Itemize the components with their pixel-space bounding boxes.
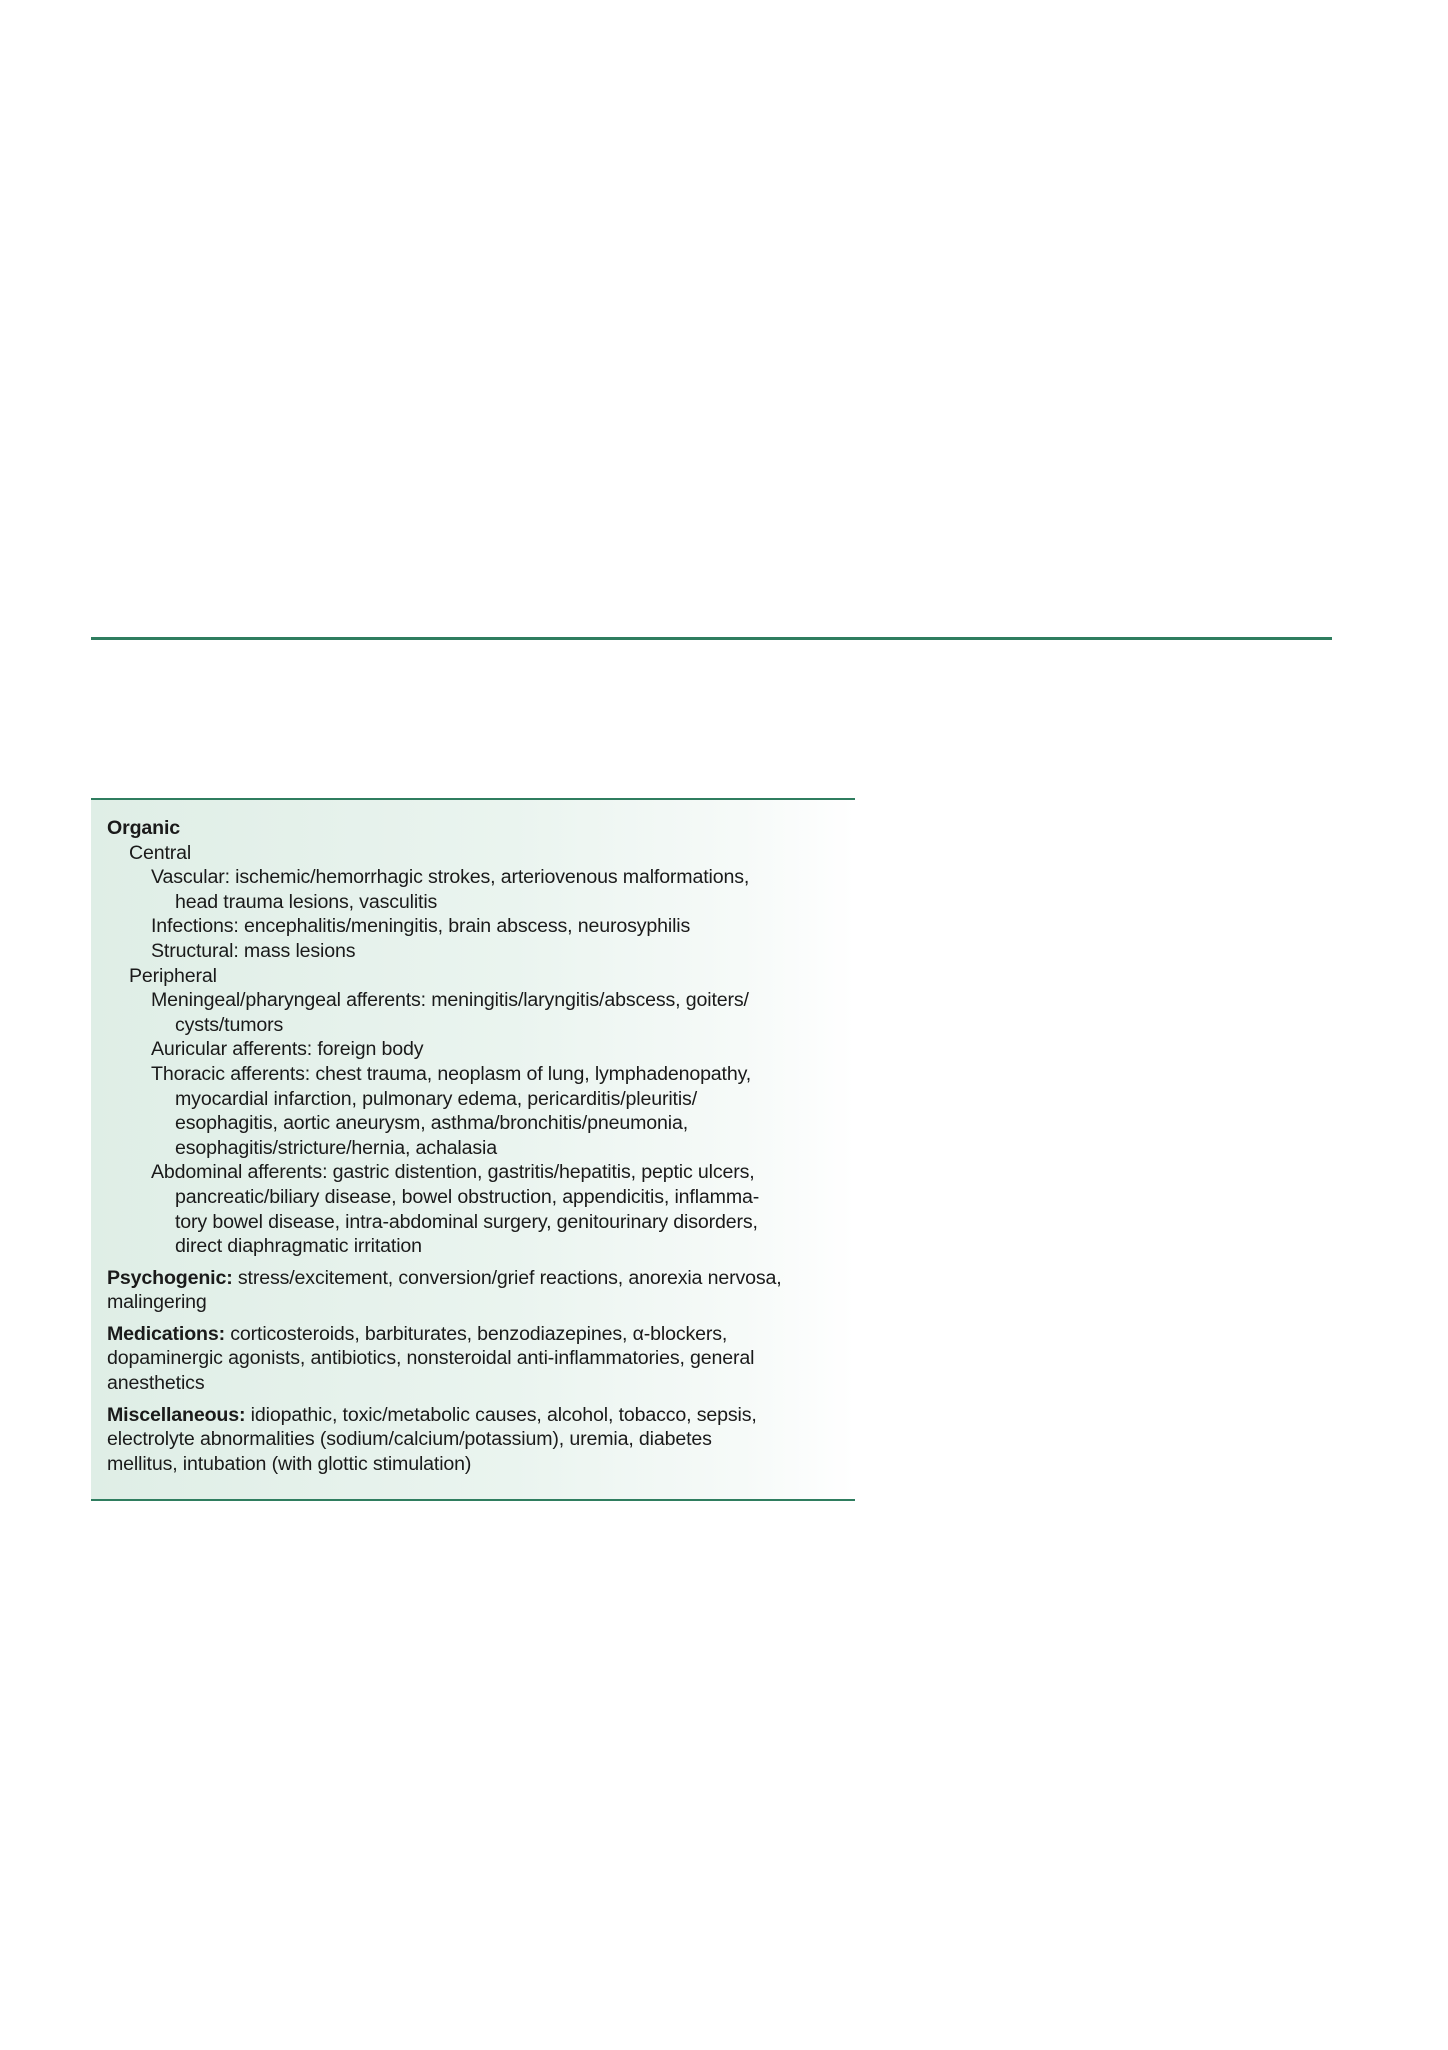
miscellaneous-text: idiopathic, toxic/metabolic causes, alcohol, tobacco, sepsis, — [245, 1403, 757, 1426]
medications-line-2: dopaminergic agonists, antibiotics, nonsteroidal anti-inflammatories, general — [107, 1347, 755, 1370]
miscellaneous-label: Miscellaneous: — [107, 1403, 246, 1426]
organic-heading: Organic — [107, 817, 180, 839]
thoracic-line-3: esophagitis, aortic aneurysm, asthma/bronchitis/pneumonia, — [175, 1112, 688, 1135]
abdominal-line-1: Abdominal afferents: gastric distention, gastritis/hepatitis, peptic ulcers, — [151, 1161, 755, 1184]
infections-line: Infections: encephalitis/meningitis, brain abscess, neurosyphilis — [151, 915, 691, 938]
page-divider-rule — [91, 637, 1332, 640]
psychogenic-line-1 — [107, 1266, 841, 1291]
miscellaneous-line-1 — [107, 1403, 841, 1428]
meningeal-line-1: Meningeal/pharyngeal afferents: meningitis/laryngitis/abscess, goiters/ — [151, 989, 749, 1012]
medications-line-1 — [107, 1322, 841, 1347]
auricular-line: Auricular afferents: foreign body — [151, 1038, 424, 1061]
medications-label: Medications: — [107, 1322, 225, 1345]
structural-line: Structural: mass lesions — [151, 939, 356, 962]
abdominal-line-3: tory bowel disease, intra-abdominal surgery, genitourinary disorders, — [175, 1210, 758, 1233]
thoracic-line-2: myocardial infarction, pulmonary edema, pericarditis/pleuritis/ — [175, 1087, 697, 1110]
thoracic-line-4: esophagitis/stricture/hernia, achalasia — [175, 1136, 497, 1159]
psychogenic-line-2: malingering — [107, 1291, 207, 1314]
abdominal-line-2: pancreatic/biliary disease, bowel obstruction, appendicitis, inflamma- — [175, 1185, 760, 1208]
medications-line-3: anesthetics — [107, 1372, 205, 1395]
psychogenic-label: Psychogenic: — [107, 1266, 233, 1289]
miscellaneous-line-3: mellitus, intubation (with glottic stimulation) — [107, 1452, 472, 1475]
miscellaneous-line-2: electrolyte abnormalities (sodium/calcium/potassium), uremia, diabetes — [107, 1428, 712, 1451]
psychogenic-text: stress/excitement, conversion/grief reactions, anorexia nervosa, — [232, 1266, 782, 1289]
vascular-line-1: Vascular: ischemic/hemorrhagic strokes, arteriovenous malformations, — [151, 866, 750, 889]
medications-text: corticosteroids, barbiturates, benzodiazepines, α-blockers, — [224, 1322, 728, 1345]
thoracic-line-1: Thoracic afferents: chest trauma, neoplasm of lung, lymphadenopathy, — [151, 1062, 752, 1085]
vascular-line-2: head trauma lesions, vasculitis — [175, 890, 438, 913]
peripheral-heading: Peripheral — [129, 964, 217, 987]
central-heading: Central — [129, 841, 192, 864]
causes-table — [91, 798, 855, 1501]
meningeal-line-2: cysts/tumors — [175, 1013, 284, 1036]
abdominal-line-4: direct diaphragmatic irritation — [175, 1235, 422, 1258]
